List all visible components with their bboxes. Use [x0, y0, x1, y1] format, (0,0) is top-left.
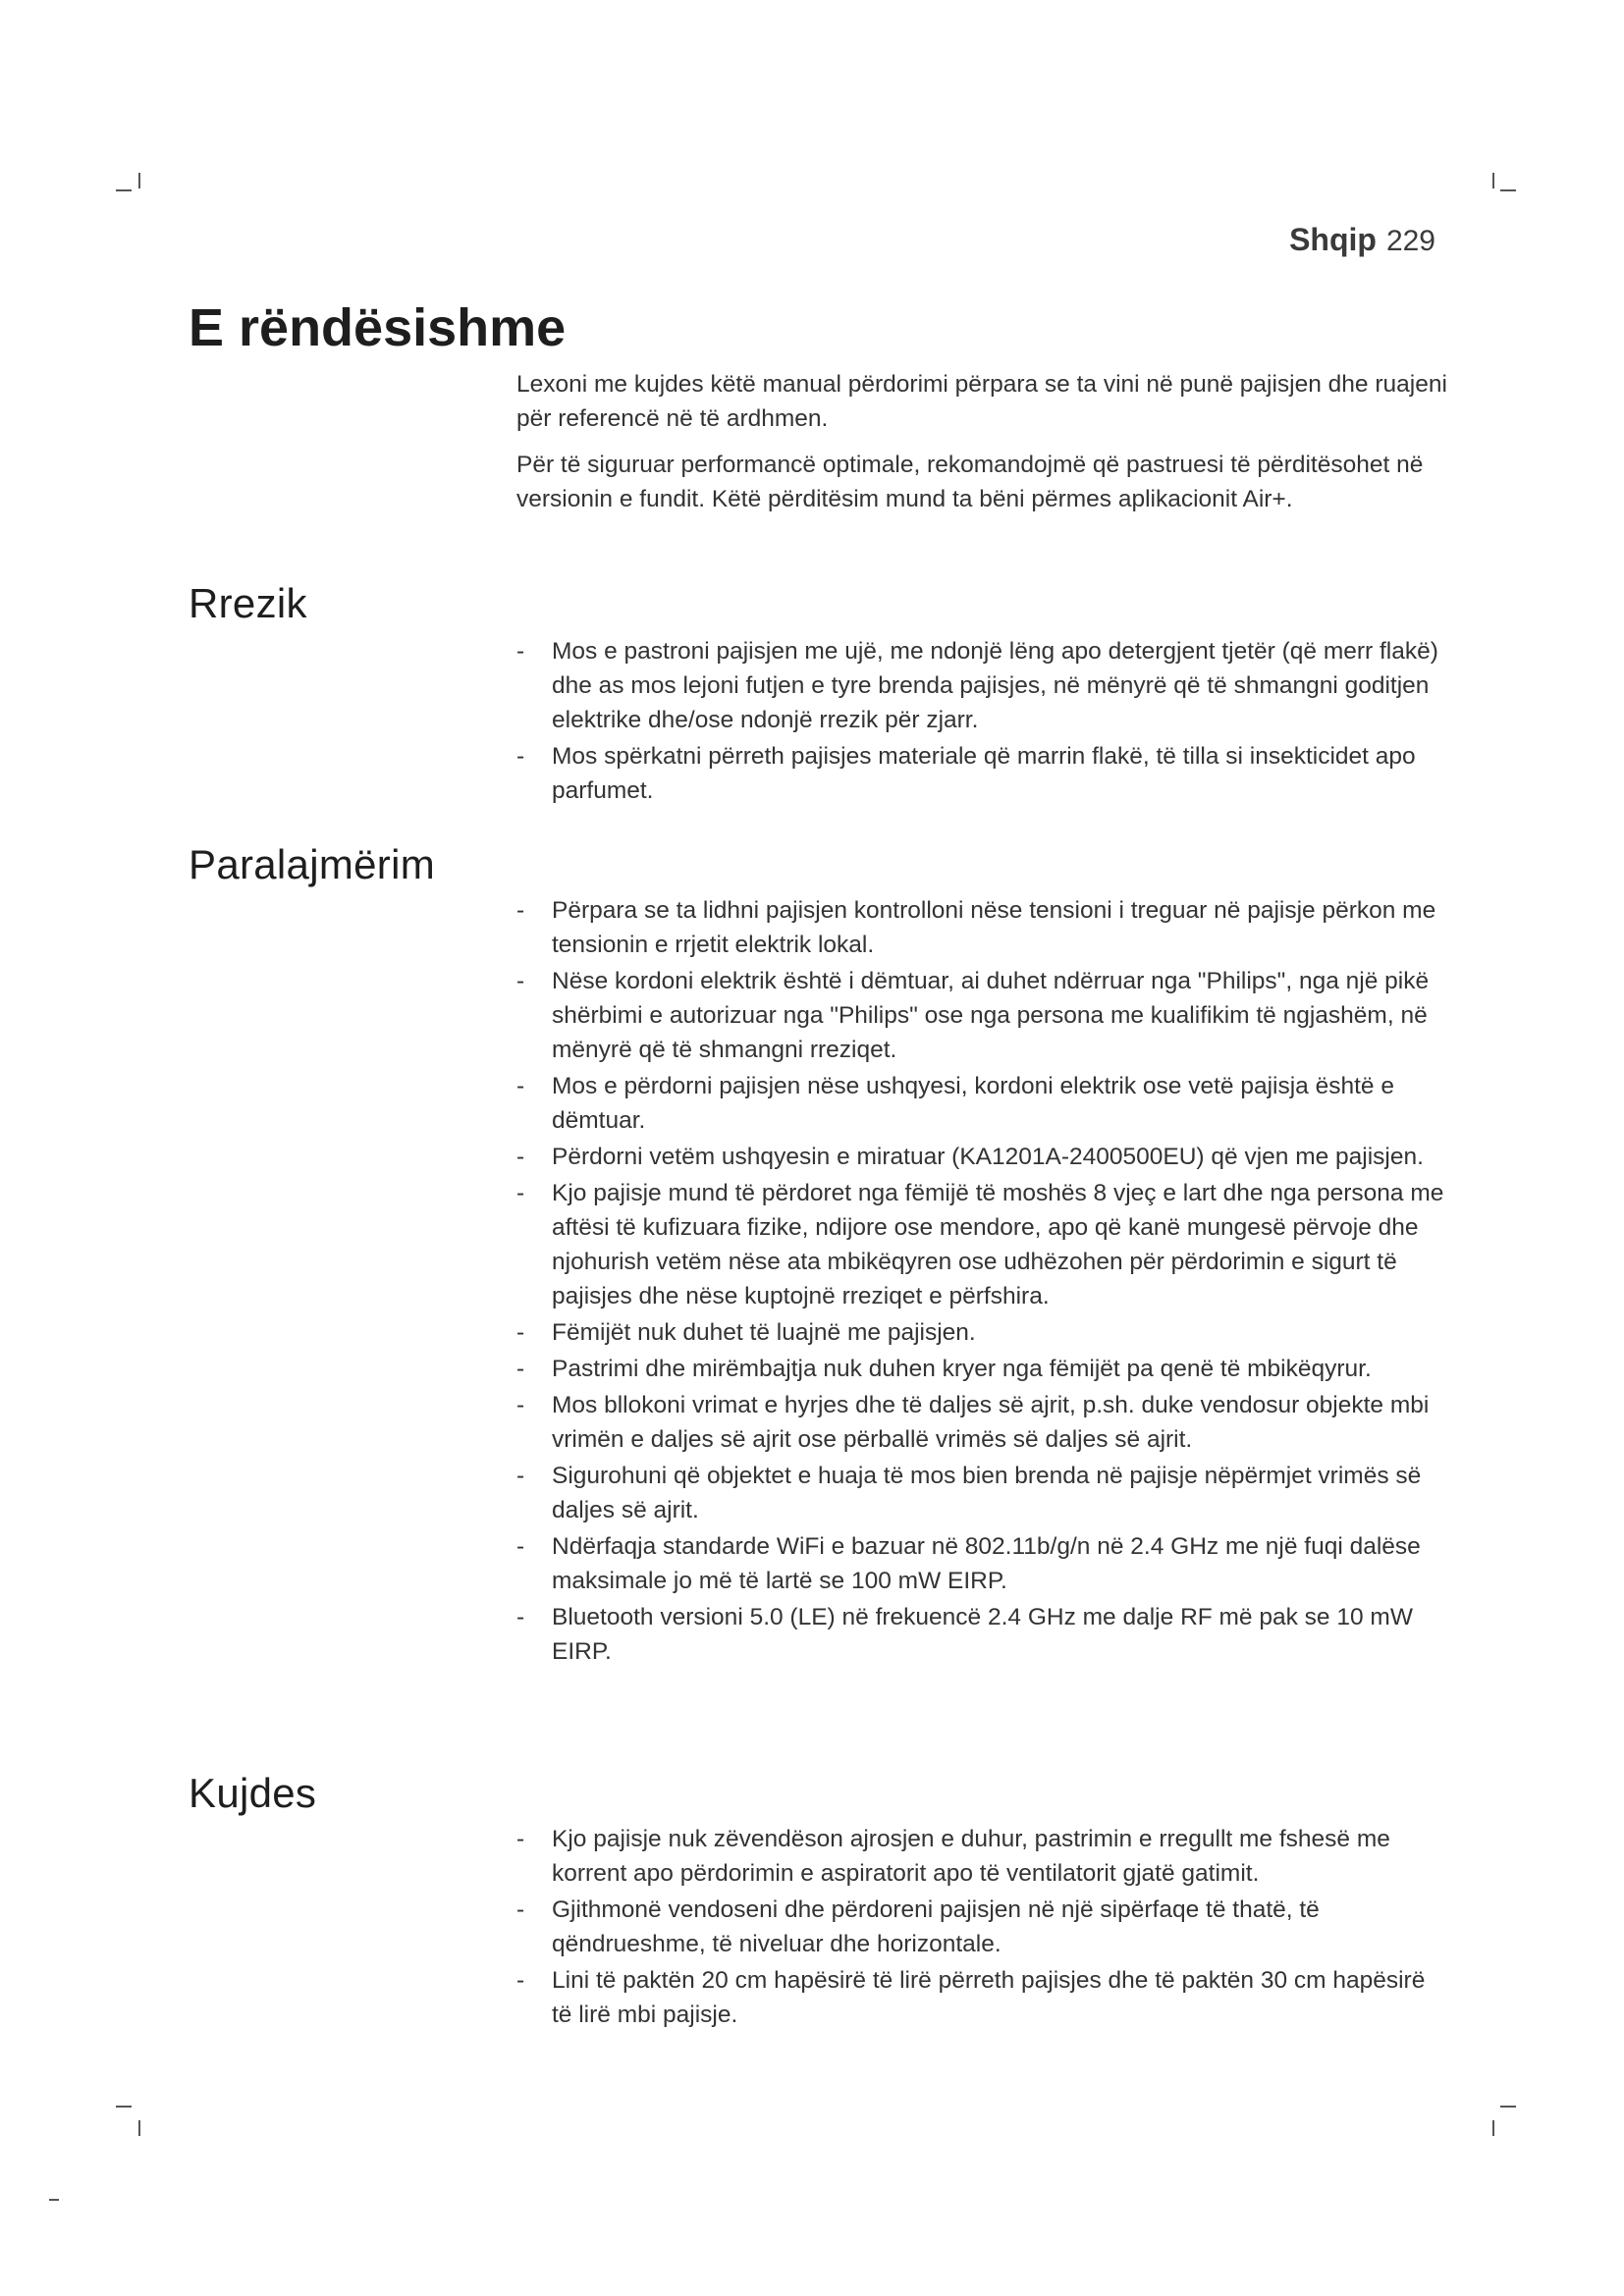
list-item: - Mos spërkatni përreth pajisjes materiale që marrin flakë, të tilla si insekticidet apo parfumet.	[516, 739, 1449, 808]
section-rrezik	[516, 634, 1449, 810]
section-title-rrezik: Rrezik	[189, 580, 307, 626]
crop-mark	[116, 189, 132, 191]
intro-paragraph: Lexoni me kujdes këtë manual përdorimi përpara se ta vini në punë pajisjen dhe ruajeni për referencë në të ardhmen.	[516, 371, 1447, 432]
list-item: - Mos bllokoni vrimat e hyrjes dhe të daljes së ajrit, p.sh. duke vendosur objekte mbi vrimën e daljes së ajrit ose përballë vrimës së daljes së ajrit.	[516, 1388, 1449, 1457]
list-item: - Bluetooth versioni 5.0 (LE) në frekuencë 2.4 GHz me dalje RF më pak se 10 mW EIRP.	[516, 1600, 1449, 1669]
section-paralajmerim	[516, 893, 1449, 1671]
section-title-kujdes: Kujdes	[189, 1770, 317, 1816]
page-title: E rëndësishme	[189, 298, 567, 357]
list-item: - Gjithmonë vendoseni dhe përdoreni pajisjen në një sipërfaqe të thatë, të qëndrueshme, të niveluar dhe horizontale.	[516, 1893, 1449, 1961]
list-item: - Sigurohuni që objektet e huaja të mos bien brenda në pajisje nëpërmjet vrimës së daljes së ajrit.	[516, 1459, 1449, 1527]
list-item: - Fëmijët nuk duhet të luajnë me pajisjen.	[516, 1315, 1449, 1350]
list-item: - Përpara se ta lidhni pajisjen kontrolloni nëse tensioni i treguar në pajisje përkon me tensionin e rrjetit elektrik lokal.	[516, 893, 1449, 962]
list-item: - Ndërfaqja standarde WiFi e bazuar në 802.11b/g/n në 2.4 GHz me një fuqi dalëse maksimale jo më të lartë se 100 mW EIRP.	[516, 1529, 1449, 1598]
section-kujdes	[516, 1822, 1449, 2034]
page-number: 229	[1385, 225, 1435, 257]
list-item: - Pastrimi dhe mirëmbajtja nuk duhen kryer nga fëmijët pa qenë të mbikëqyrur.	[516, 1352, 1449, 1386]
crop-mark	[1500, 2106, 1516, 2108]
intro-block	[516, 367, 1449, 528]
crop-mark	[1492, 2120, 1494, 2136]
list-item: - Mos e përdorni pajisjen nëse ushqyesi, kordoni elektrik ose vetë pajisja është e dëmtuar.	[516, 1069, 1449, 1138]
list-item: - Lini të paktën 20 cm hapësirë të lirë përreth pajisjes dhe të paktën 30 cm hapësirë të lirë mbi pajisje.	[516, 1963, 1449, 2032]
crop-mark	[49, 2199, 59, 2201]
list-item: - Nëse kordoni elektrik është i dëmtuar, ai duhet ndërruar nga "Philips", nga një pikë shërbimi e autorizuar nga "Philips" ose nga persona me kualifikim të ngjashëm, në mënyrë që të shmangni rreziqet.	[516, 964, 1449, 1067]
list-item: - Kjo pajisje nuk zëvendëson ajrosjen e duhur, pastrimin e rregullt me fshesë me korrent apo përdorimin e aspiratorit apo të ventilatorit gjatë gatimit.	[516, 1822, 1449, 1891]
crop-mark	[1500, 189, 1516, 191]
intro-paragraph: Për të siguruar performancë optimale, rekomandojmë që pastruesi të përditësohet në versionin e fundit. Këtë përditësim mund ta bëni përmes aplikacionit Air+.	[516, 452, 1424, 512]
crop-mark	[138, 2120, 140, 2136]
page-header	[1289, 222, 1435, 258]
crop-mark	[1492, 173, 1494, 188]
header-language: Shqip	[1289, 222, 1377, 257]
list-item: - Kjo pajisje mund të përdoret nga fëmijë të moshës 8 vjeç e lart dhe nga persona me aftësi të kufizuara fizike, ndijore ose mendore, apo që kanë mungesë përvoje dhe njohurish vetëm nëse ata mbikëqyren ose udhëzohen për përdorimin e sigurt të pajisjes dhe nëse kuptojnë rreziqet e përfshira.	[516, 1176, 1449, 1313]
crop-mark	[138, 173, 140, 188]
crop-mark	[116, 2106, 132, 2108]
section-title-paralajmerim: Paralajmërim	[189, 841, 435, 887]
list-item: - Përdorni vetëm ushqyesin e miratuar (KA1201A-2400500EU) që vjen me pajisjen.	[516, 1140, 1449, 1174]
list-item: - Mos e pastroni pajisjen me ujë, me ndonjë lëng apo detergjent tjetër (që merr flakë) dhe as mos lejoni futjen e tyre brenda pajisjes, në mënyrë që të shmangni goditjen elektrike dhe/ose ndonjë rrezik për zjarr.	[516, 634, 1449, 737]
